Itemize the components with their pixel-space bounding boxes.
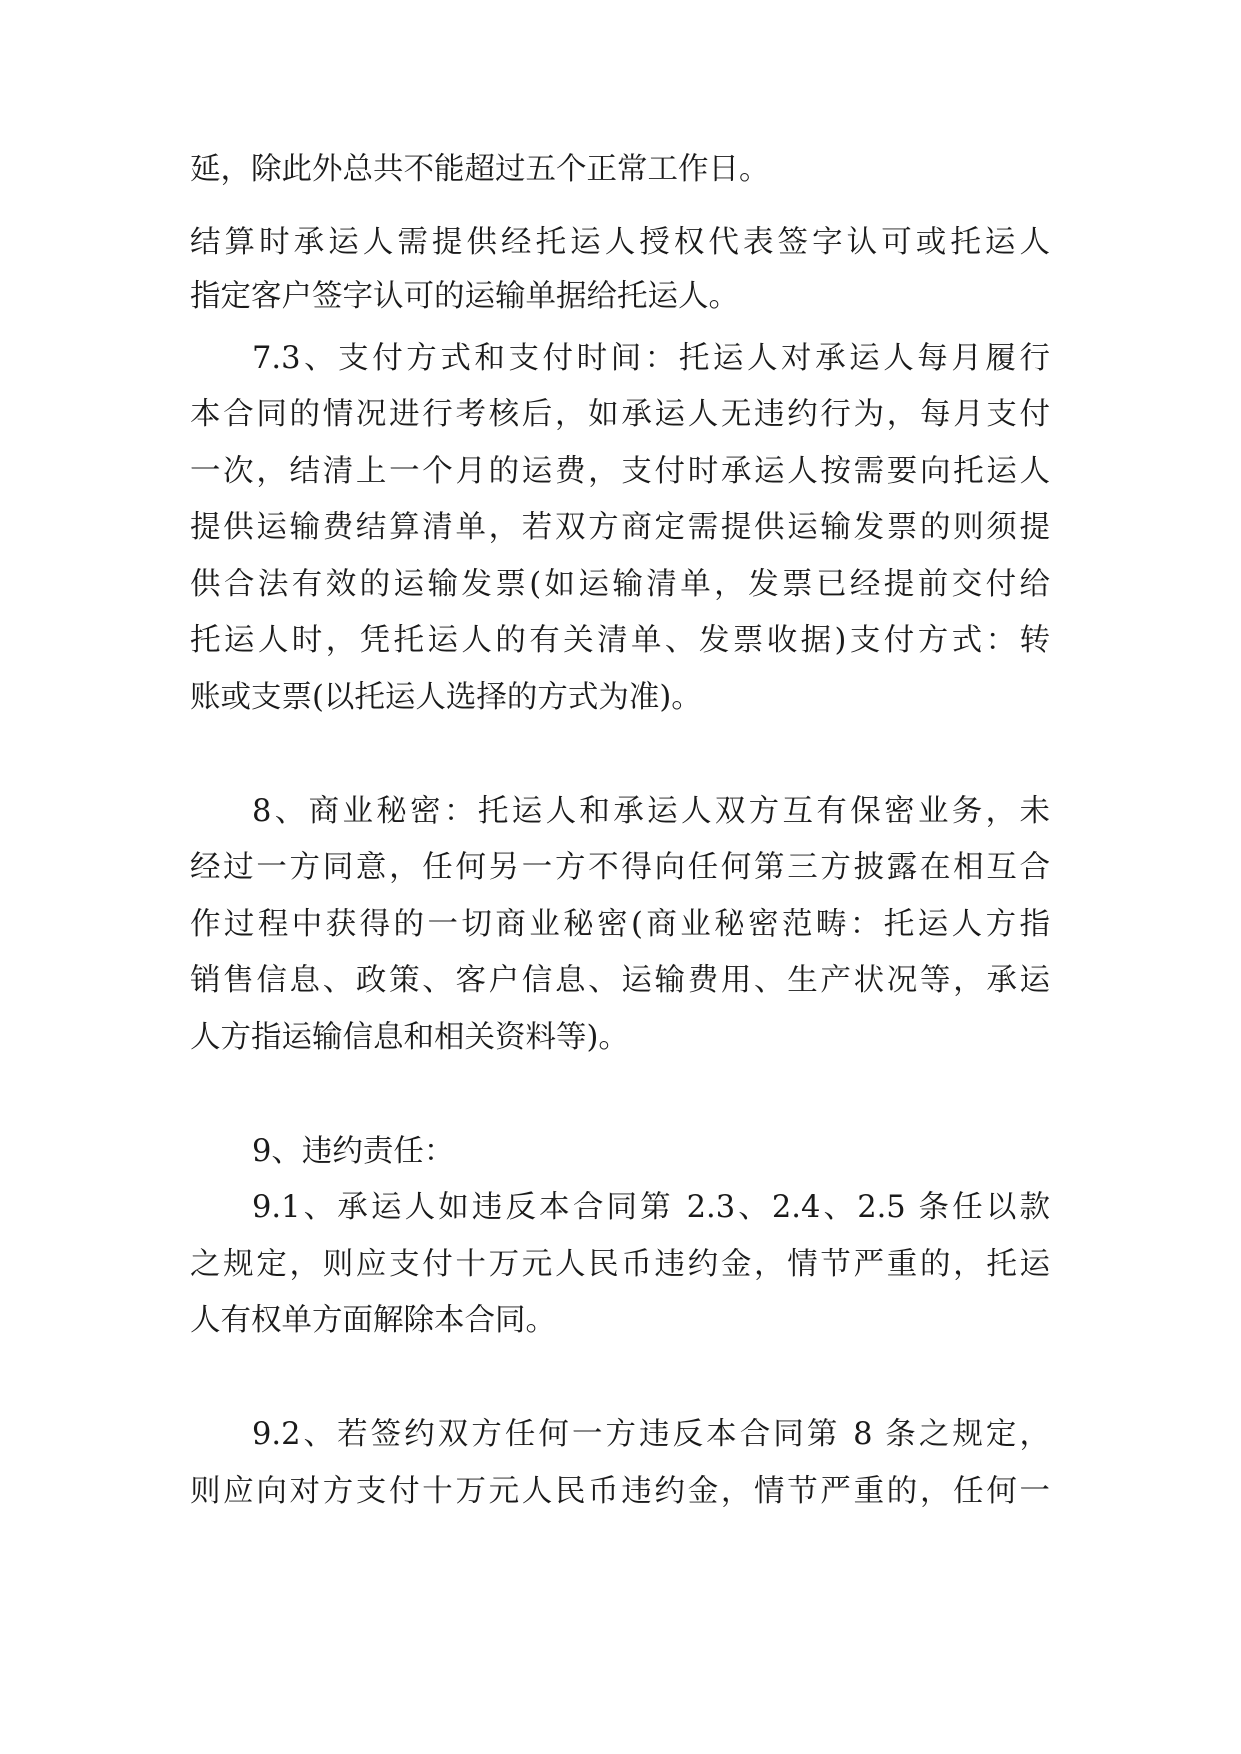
text-line: 8、商业秘密：托运人和承运人双方互有保密业务，未 [252, 794, 1050, 829]
text-line: 托运人时，凭托运人的有关清单、发票收据)支付方式：转 [190, 623, 1050, 658]
text-line: 人方指运输信息和相关资料等)。 [190, 1020, 629, 1055]
text-line: 一次，结清上一个月的运费，支付时承运人按需要向托运人 [190, 454, 1050, 489]
text-line: 7.3、支付方式和支付时间：托运人对承运人每月履行 [252, 341, 1050, 376]
text-line: 销售信息、政策、客户信息、运输费用、生产状况等，承运 [190, 963, 1050, 998]
text-line: 账或支票(以托运人选择的方式为准)。 [190, 680, 702, 715]
text-line: 结算时承运人需提供经托运人授权代表签字认可或托运人 [190, 225, 1050, 260]
text-line: 经过一方同意，任何另一方不得向任何第三方披露在相互合 [190, 850, 1050, 885]
text-line: 本合同的情况进行考核后，如承运人无违约行为，每月支付 [190, 397, 1050, 432]
text-line: 9.1、承运人如违反本合同第 2.3、2.4、2.5 条任以款 [252, 1190, 1050, 1225]
text-line: 提供运输费结算清单，若双方商定需提供运输发票的则须提 [190, 510, 1050, 545]
text-line: 指定客户签字认可的运输单据给托运人。 [190, 279, 739, 314]
text-line: 9、违约责任： [252, 1134, 455, 1169]
text-line: 作过程中获得的一切商业秘密(商业秘密范畴：托运人方指 [190, 907, 1050, 942]
text-line: 之规定，则应支付十万元人民币违约金，情节严重的，托运 [190, 1247, 1050, 1282]
text-line: 供合法有效的运输发票(如运输清单，发票已经提前交付给 [190, 567, 1050, 602]
text-line: 9.2、若签约双方任何一方违反本合同第 8 条之规定， [252, 1417, 1050, 1452]
text-line: 延，除此外总共不能超过五个正常工作日。 [190, 152, 770, 187]
text-line: 人有权单方面解除本合同。 [190, 1303, 556, 1338]
text-line: 则应向对方支付十万元人民币违约金，情节严重的，任何一 [190, 1474, 1050, 1509]
